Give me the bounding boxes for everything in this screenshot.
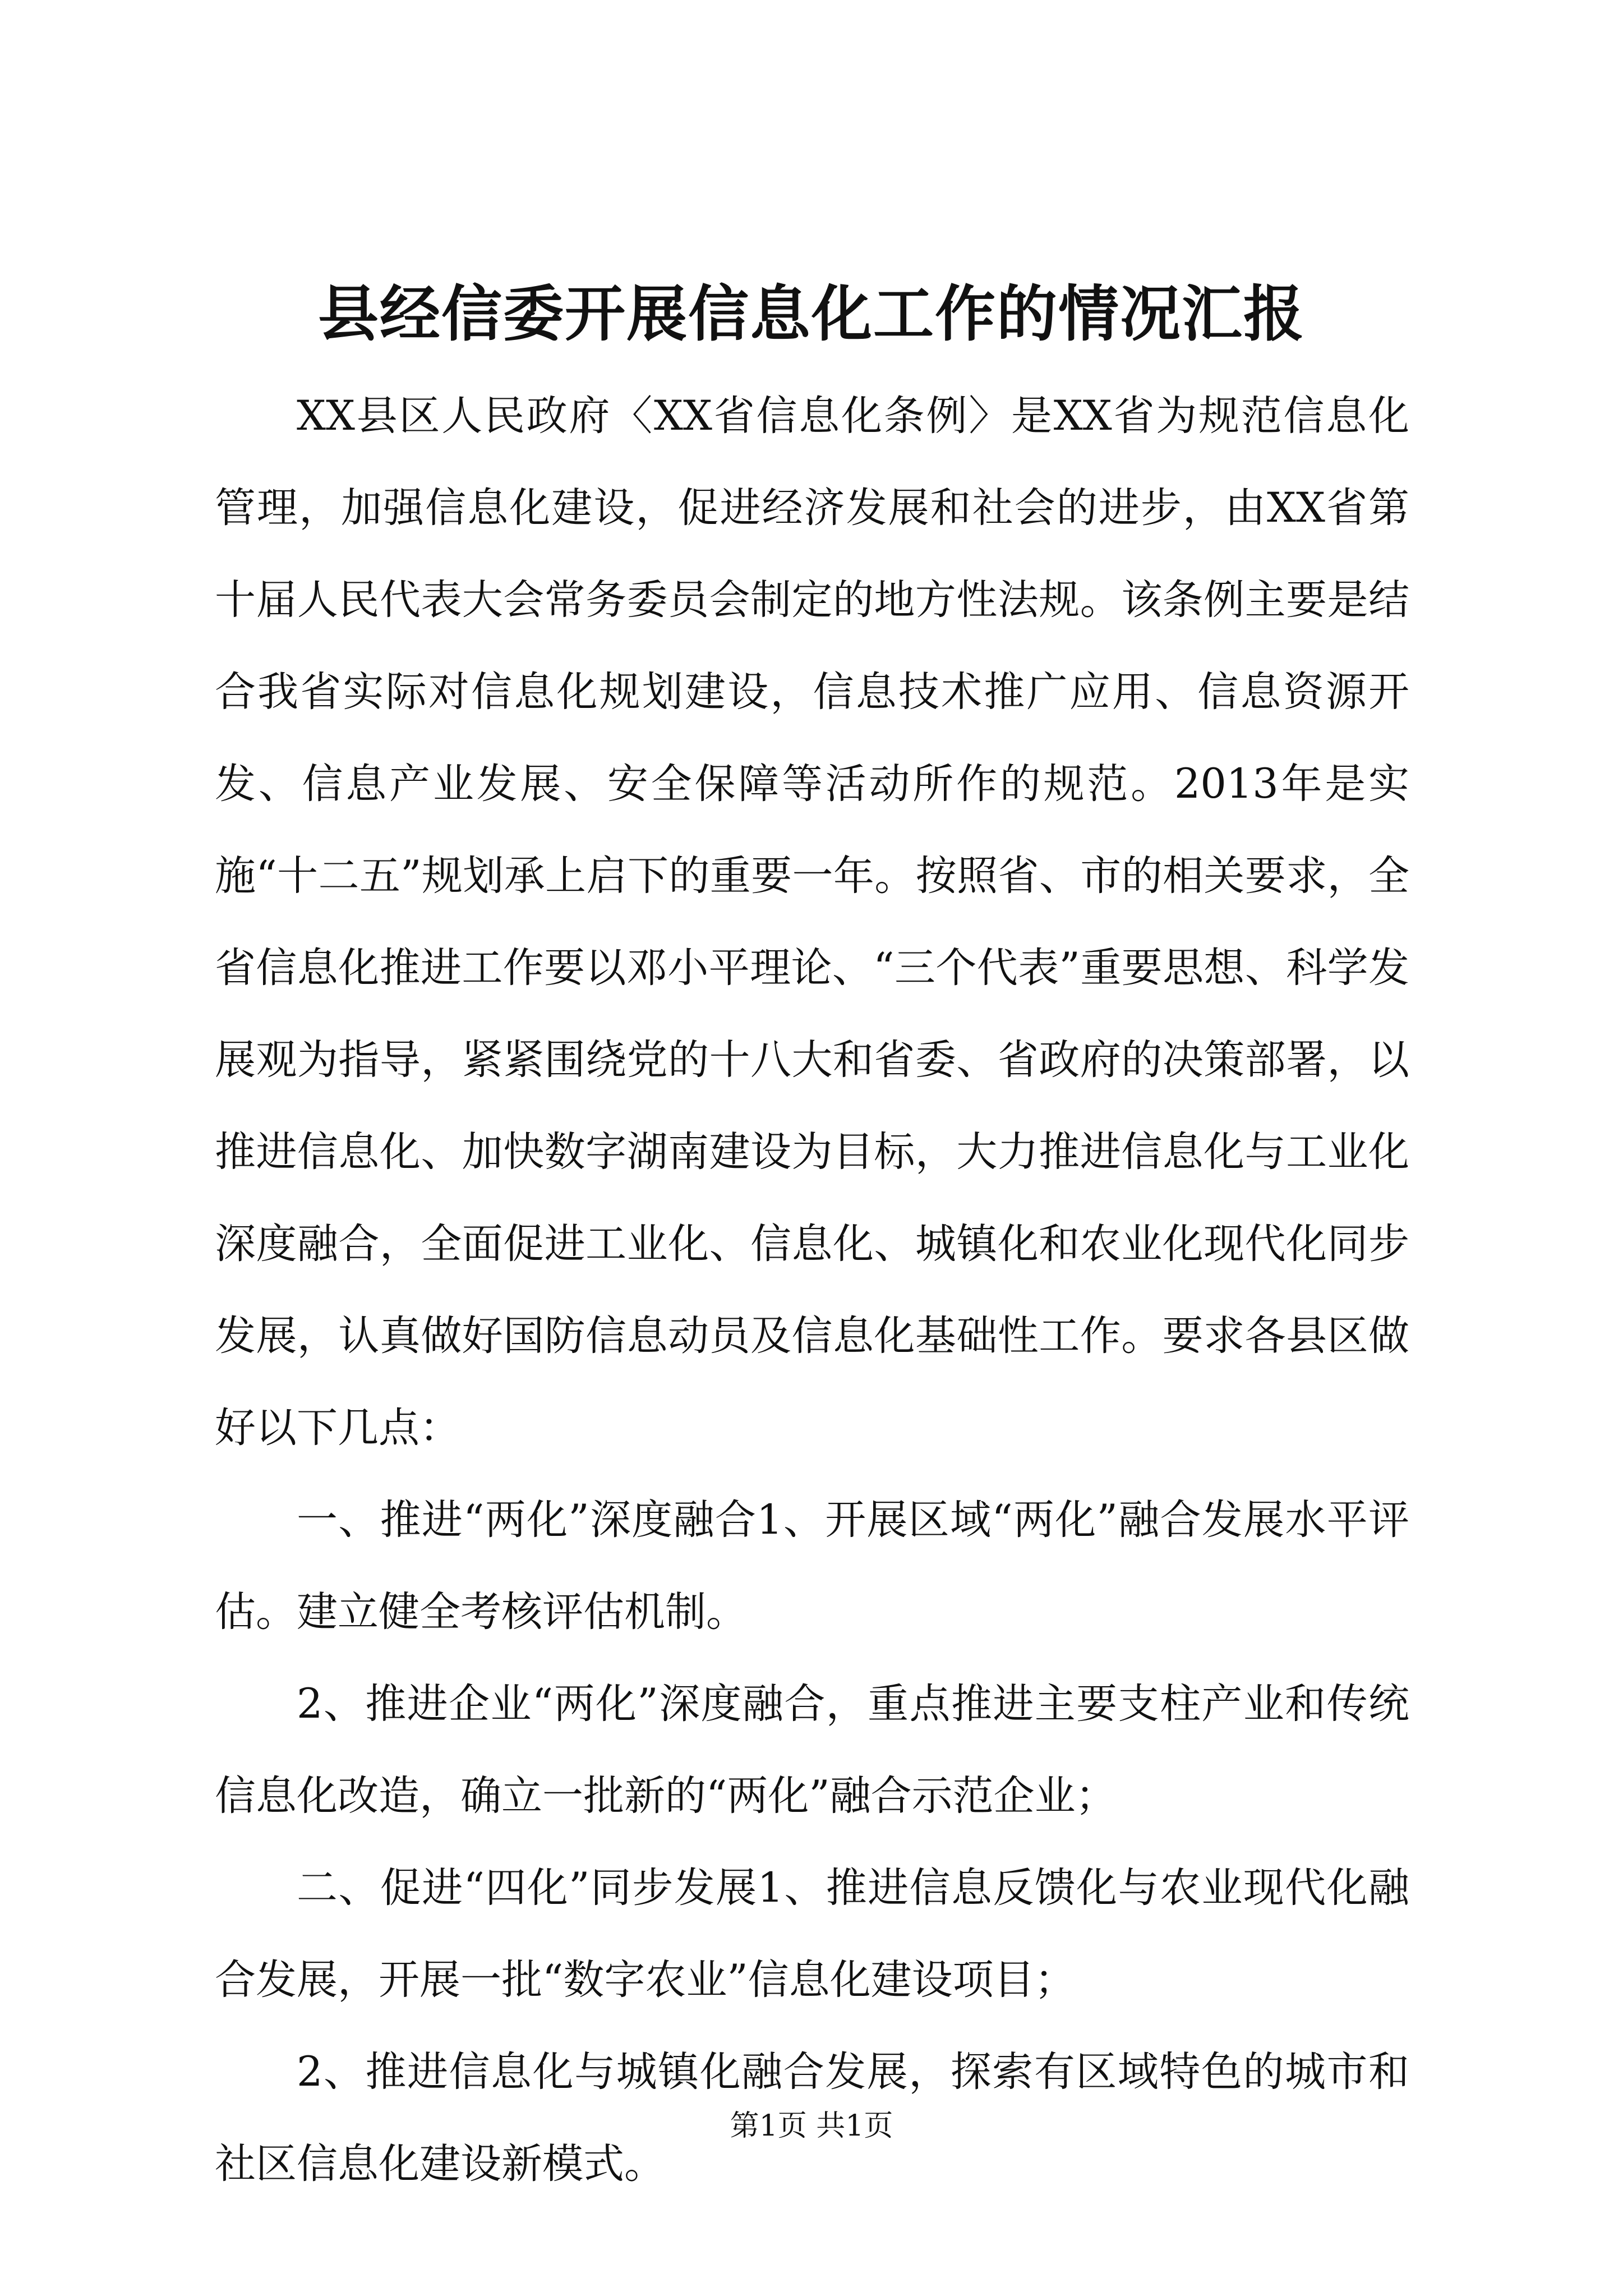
page-footer: 第1页 共1页 (730, 2109, 893, 2143)
paragraph-1: XX县区人民政府〈XX省信息化条例〉是XX省为规范信息化管理，加强信息化建设，促进经济发展和社会的进步，由XX省第十届人民代表大会常务委员会制定的地方性法规。该条例主要是结合我省实际对信息化规划建设，信息技术推广应用、信息资源开发、信息产业发展、安全保障等活动所作的规范。2013年是实施“十二五”规划承上启下的重要一年。按照省、市的相关要求，全省信息化推进工作要以邓小平理论、“三个代表”重要思想、科学发展观为指导，紧紧围绕党的十八大和省委、省政府的决策部署，以推进信息化、加快数字湖南建设为目标，大力推进信息化与工业化深度融合，全面促进工业化、信息化、城镇化和农业化现代化同步发展，认真做好国防信息动员及信息化基础性工作。要求各县区做好以下几点： (215, 392, 1409, 1452)
paragraph-4: 二、促进“四化”同步发展1、推进信息反馈化与农业现代化融合发展，开展一批“数字农业”信息化建设项目； (215, 1864, 1409, 2004)
document-body (215, 370, 1409, 2210)
document-title: 县经信委开展信息化工作的情况汇报 (317, 279, 1305, 349)
paragraph-3: 2、推进企业“两化”深度融合，重点推进主要支柱产业和传统信息化改造，确立一批新的“两化”融合示范企业； (215, 1680, 1409, 1820)
paragraph-5: 2、推进信息化与城镇化融合发展，探索有区域特色的城市和社区信息化建设新模式。 (215, 2048, 1409, 2188)
paragraph-2: 一、推进“两化”深度融合1、开展区域“两化”融合发展水平评估。建立健全考核评估机制。 (215, 1496, 1409, 1636)
